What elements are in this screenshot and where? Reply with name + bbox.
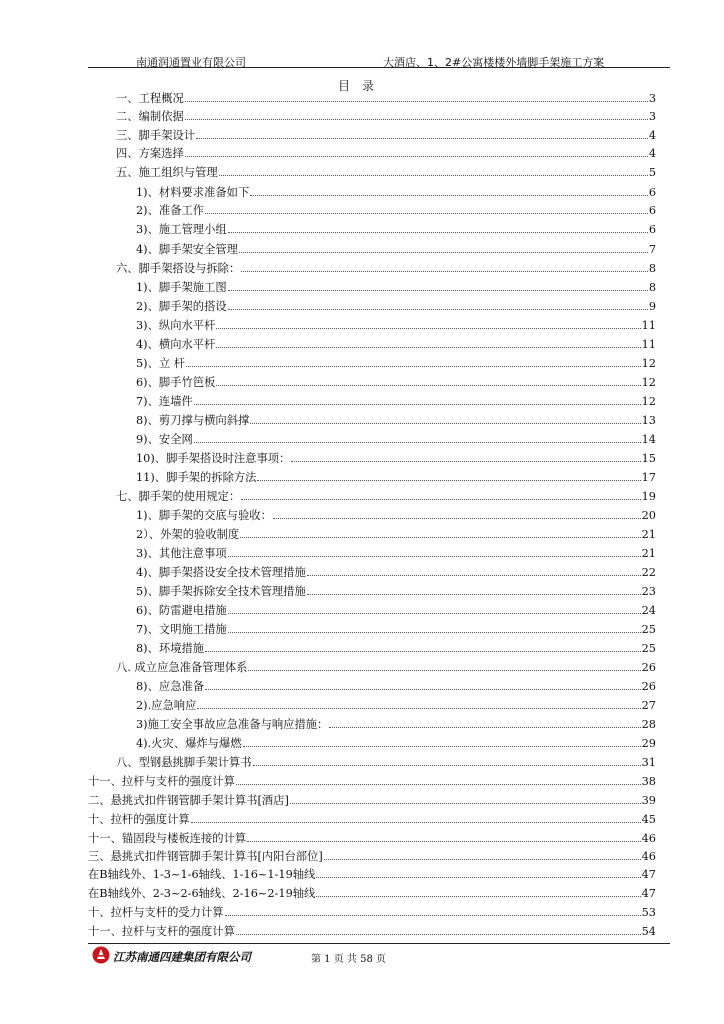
toc-entry-title: 4).火灾、爆炸与爆燃	[136, 737, 242, 750]
toc-entry-title: 在B轴线外、2-3~2-6轴线、2-16~2-19轴线	[88, 887, 316, 900]
toc-entry-title: 2）、外架的验收制度	[136, 528, 240, 541]
toc-entry-page: 26	[641, 661, 656, 674]
toc-entry-page: 46	[641, 832, 656, 845]
toc-entry-title: 7)、连墙件	[136, 395, 193, 408]
toc-entry-title: 八、型钢悬挑脚手架计算书	[116, 756, 252, 769]
toc-entry-title: 3)施工安全事故应急准备与响应措施：	[136, 718, 329, 731]
toc-entry-title: 十、拉杆的强度计算	[88, 813, 190, 826]
toc-entry[interactable]	[116, 754, 656, 772]
toc-leader	[205, 678, 641, 690]
toc-entry[interactable]	[116, 488, 656, 506]
toc-leader	[228, 545, 641, 557]
toc-leader	[324, 848, 641, 860]
toc-entry-title: 9)、安全网	[136, 433, 193, 446]
toc-entry[interactable]	[88, 792, 656, 810]
toc-leader	[248, 659, 640, 671]
toc-entry[interactable]	[136, 583, 656, 601]
toc-leader	[257, 469, 640, 481]
toc-entry[interactable]	[116, 164, 656, 182]
toc-entry[interactable]	[136, 735, 656, 753]
toc-entry-page: 19	[641, 490, 656, 503]
toc-leader	[191, 811, 641, 823]
toc-leader	[196, 127, 648, 139]
toc-entry-title: 2)、准备工作	[136, 204, 205, 217]
toc-leader	[194, 393, 641, 405]
toc-entry-title: 7)、文明施工措施	[136, 623, 227, 636]
toc-entry-title: 3)、施工管理小组	[136, 223, 227, 236]
toc-entry[interactable]	[88, 923, 656, 941]
toc-entry[interactable]	[136, 450, 656, 468]
toc-entry-page: 4	[648, 129, 656, 142]
toc-leader	[216, 374, 640, 386]
toc-entry[interactable]	[136, 545, 656, 563]
footer-company-name: 江苏南通四建集团有限公司	[113, 950, 251, 964]
toc-entry-page: 38	[641, 775, 656, 788]
toc-leader	[219, 164, 648, 176]
toc-leader	[241, 488, 640, 500]
toc-entry[interactable]	[136, 507, 656, 525]
toc-entry-title: 3)、其他注意事项	[136, 547, 227, 560]
toc-entry-title: 六、脚手架搭设与拆除：	[116, 262, 241, 275]
toc-entry-title: 十一、拉杆与支杆的强度计算	[88, 775, 235, 788]
toc-entry-page: 13	[641, 414, 656, 427]
toc-entry-page: 24	[641, 604, 656, 617]
toc-entry-title: 6)、脚手竹笆板	[136, 376, 216, 389]
toc-entry-page: 5	[648, 166, 656, 179]
toc-entry[interactable]	[88, 811, 656, 829]
toc-entry-title: 1)、材料要求准备如下	[136, 186, 250, 199]
toc-leader	[216, 336, 640, 348]
toc-leader	[194, 431, 641, 443]
toc-entry-page: 11	[641, 319, 656, 332]
toc-entry-page: 28	[641, 718, 656, 731]
toc-entry-page: 25	[641, 623, 656, 636]
toc-leader	[239, 241, 648, 253]
toc-leader	[205, 640, 641, 652]
toc-entry[interactable]	[116, 145, 656, 163]
toc-entry-title: 一、工程概况	[116, 92, 184, 105]
toc-leader	[197, 697, 640, 709]
toc-leader	[228, 621, 641, 633]
toc-entry[interactable]	[136, 374, 656, 392]
toc-entry-page: 21	[641, 528, 656, 541]
toc-entry-page: 15	[641, 452, 656, 465]
toc-entry-title: 七、脚手架的使用规定：	[116, 490, 241, 503]
toc-entry[interactable]	[136, 221, 656, 239]
toc-leader	[291, 450, 640, 462]
toc-entry-page: 54	[641, 925, 656, 938]
toc-entry-page: 6	[648, 186, 656, 199]
header-divider	[88, 67, 670, 68]
toc-entry-page: 14	[641, 433, 656, 446]
toc-entry[interactable]	[88, 885, 656, 903]
header-document-title: 大酒店、1、2#公寓楼楼外墙脚手架施工方案	[383, 56, 605, 69]
toc-entry-page: 7	[648, 243, 656, 256]
toc-entry-page: 31	[641, 756, 656, 769]
toc-entry[interactable]	[136, 393, 656, 411]
toc-entry[interactable]	[136, 716, 656, 734]
toc-leader	[250, 412, 640, 424]
toc-entry-page: 22	[641, 566, 656, 579]
toc-entry[interactable]	[88, 830, 656, 848]
toc-entry-page: 8	[648, 281, 656, 294]
toc-entry-page: 23	[641, 585, 656, 598]
toc-entry[interactable]	[116, 127, 656, 145]
toc-entry[interactable]	[88, 773, 656, 791]
toc-leader	[243, 735, 641, 747]
toc-entry[interactable]	[116, 90, 656, 108]
toc-entry-title: 10)、脚手架搭设时注意事项：	[136, 452, 291, 465]
toc-entry-title: 五、施工组织与管理	[116, 166, 218, 179]
toc-leader	[228, 298, 648, 310]
toc-entry-title: 十一、拉杆与支杆的强度计算	[88, 925, 235, 938]
toc-entry-title: 十一、锚固段与楼板连接的计算	[88, 832, 247, 845]
toc-leader	[329, 716, 640, 728]
toc-leader	[273, 507, 641, 519]
toc-entry-title: 4)、脚手架搭设安全技术管理措施	[136, 566, 306, 579]
header-client-name: 南通润通置业有限公司	[136, 56, 246, 69]
toc-leader	[236, 923, 641, 935]
company-logo-icon	[92, 946, 110, 964]
toc-entry-title: 八. 成立应急准备管理体系	[116, 661, 248, 674]
toc-entry[interactable]	[116, 260, 656, 278]
toc-entry-title: 8)、应急准备	[136, 680, 205, 693]
toc-leader	[290, 792, 641, 804]
toc-entry-page: 17	[641, 471, 656, 484]
toc-leader	[185, 108, 648, 120]
toc-entry-title: 四、方案选择	[116, 147, 184, 160]
toc-leader	[186, 355, 641, 367]
toc-entry-page: 6	[648, 204, 656, 217]
toc-leader	[241, 260, 648, 272]
toc-leader	[205, 202, 648, 214]
toc-leader	[307, 583, 641, 595]
toc-entry-page: 45	[641, 813, 656, 826]
toc-entry-page: 46	[641, 850, 656, 863]
toc-entry[interactable]	[136, 564, 656, 582]
toc-entry[interactable]	[136, 678, 656, 696]
toc-leader	[185, 145, 648, 157]
toc-entry-title: 8)、剪刀撑与横向斜撑	[136, 414, 250, 427]
footer-divider	[88, 943, 670, 944]
toc-entry-title: 5)、立 杆	[136, 357, 186, 370]
toc-entry-title: 5)、脚手架拆除安全技术管理措施	[136, 585, 306, 598]
toc-leader	[236, 773, 641, 785]
toc-entry[interactable]	[136, 184, 656, 202]
toc-entry-title: 2).应急响应	[136, 699, 197, 712]
toc-title: 目录	[337, 79, 386, 93]
toc-entry[interactable]	[136, 317, 656, 335]
toc-entry[interactable]	[88, 866, 656, 884]
toc-entry-page: 12	[641, 376, 656, 389]
toc-entry[interactable]	[136, 412, 656, 430]
toc-entry[interactable]	[136, 355, 656, 373]
toc-entry-title: 二、悬挑式扣件钢管脚手架计算书[酒店]	[88, 794, 289, 807]
toc-entry-page: 4	[648, 147, 656, 160]
toc-entry[interactable]	[136, 640, 656, 658]
toc-entry-page: 9	[648, 300, 656, 313]
toc-leader	[316, 866, 640, 878]
toc-entry-title: 11)、脚手架的拆除方法	[136, 471, 257, 484]
toc-entry-page: 11	[641, 338, 656, 351]
toc-entry-page: 21	[641, 547, 656, 560]
toc-entry-page: 47	[641, 887, 656, 900]
toc-entry-title: 二、编制依据	[116, 110, 184, 123]
toc-entry[interactable]	[136, 526, 656, 544]
toc-entry[interactable]	[136, 697, 656, 715]
toc-entry-page: 8	[648, 262, 656, 275]
toc-entry[interactable]	[116, 108, 656, 126]
toc-entry-title: 4)、脚手架安全管理	[136, 243, 238, 256]
toc-entry-title: 三、悬挑式扣件钢管脚手架计算书[内阳台部位]	[88, 850, 323, 863]
toc-entry-title: 3)、纵向水平杆	[136, 319, 216, 332]
toc-leader	[185, 90, 648, 102]
toc-entry[interactable]	[136, 431, 656, 449]
toc-entry[interactable]	[136, 336, 656, 354]
toc-entry-page: 39	[641, 794, 656, 807]
toc-leader	[228, 279, 648, 291]
toc-leader	[247, 830, 640, 842]
toc-leader	[253, 754, 641, 766]
toc-entry-page: 26	[641, 680, 656, 693]
toc-entry[interactable]	[136, 202, 656, 220]
toc-entry-page: 47	[641, 868, 656, 881]
toc-leader	[216, 317, 640, 329]
toc-entry-page: 20	[641, 509, 656, 522]
toc-entry-title: 1)、脚手架施工图	[136, 281, 227, 294]
toc-entry-page: 53	[641, 906, 656, 919]
toc-leader	[316, 885, 640, 897]
toc-leader	[240, 526, 640, 538]
toc-entry-title: 8)、环境措施	[136, 642, 205, 655]
toc-entry-title: 6)、防雷避电措施	[136, 604, 227, 617]
toc-entry[interactable]	[116, 659, 656, 677]
toc-entry-title: 4)、横向水平杆	[136, 338, 216, 351]
toc-entry-title: 在B轴线外、1-3~1-6轴线、1-16~1-19轴线	[88, 868, 316, 881]
toc-entry-title: 2)、脚手架的搭设	[136, 300, 227, 313]
toc-entry-page: 12	[641, 395, 656, 408]
footer-page-number: 第 1 页 共 58 页	[311, 954, 386, 965]
toc-entry[interactable]	[88, 848, 656, 866]
toc-entry-page: 3	[648, 92, 656, 105]
toc-entry[interactable]	[136, 621, 656, 639]
toc-entry-title: 十、拉杆与支杆的受力计算	[88, 906, 224, 919]
toc-entry[interactable]	[136, 298, 656, 316]
toc-entry[interactable]	[136, 279, 656, 297]
toc-leader	[228, 602, 641, 614]
toc-leader	[225, 904, 641, 916]
toc-entry-page: 3	[648, 110, 656, 123]
toc-entry[interactable]	[136, 602, 656, 620]
toc-entry[interactable]	[88, 904, 656, 922]
toc-entry-page: 27	[641, 699, 656, 712]
toc-leader	[250, 184, 648, 196]
toc-entry[interactable]	[136, 469, 656, 487]
toc-entry[interactable]	[136, 241, 656, 259]
toc-entry-page: 12	[641, 357, 656, 370]
toc-entry-page: 25	[641, 642, 656, 655]
toc-entry-title: 1)、脚手架的交底与验收：	[136, 509, 272, 522]
toc-entry-title: 三、脚手架设计	[116, 129, 196, 142]
toc-entry-page: 29	[641, 737, 656, 750]
toc-entry-page: 6	[648, 223, 656, 236]
toc-leader	[228, 221, 648, 233]
toc-leader	[307, 564, 641, 576]
